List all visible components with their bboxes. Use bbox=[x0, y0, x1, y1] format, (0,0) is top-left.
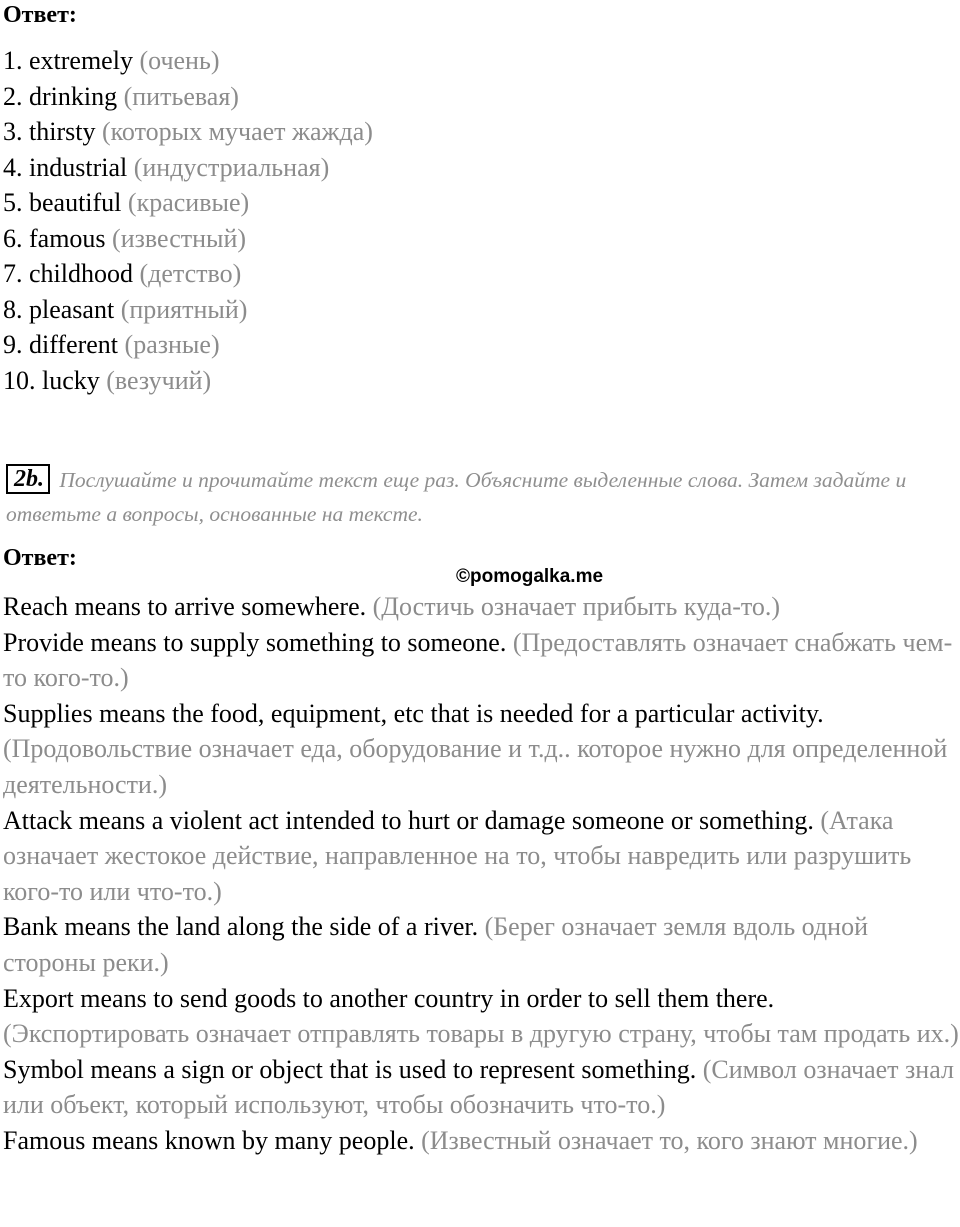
definition-item bbox=[3, 909, 960, 980]
list-item bbox=[3, 363, 373, 399]
task-number-badge: 2b. bbox=[6, 464, 50, 494]
answer-word: 5. beautiful bbox=[3, 188, 122, 217]
list-item bbox=[3, 150, 373, 186]
answer-word: 9. different bbox=[3, 330, 119, 359]
answer-word: 3. thirsty bbox=[3, 117, 96, 146]
definition-item bbox=[3, 1052, 960, 1123]
task-instruction bbox=[6, 463, 946, 531]
answer-translation: (красивые) bbox=[127, 188, 250, 217]
answer-translation: (очень) bbox=[139, 46, 220, 75]
answer-word: 6. famous bbox=[3, 223, 106, 253]
answer-translation: (питьевая) bbox=[123, 81, 239, 111]
watermark: ©pomogalka.me bbox=[456, 566, 604, 587]
list-item bbox=[3, 221, 373, 257]
definition-item bbox=[3, 1123, 960, 1159]
definition-item bbox=[3, 981, 960, 1052]
definition-en: Attack means a violent act intended to hurt or damage someone or something. bbox=[3, 805, 814, 835]
list-item bbox=[3, 79, 373, 115]
list-item bbox=[3, 185, 373, 221]
list-item bbox=[3, 292, 373, 328]
answer-word: 8. pleasant bbox=[3, 294, 115, 324]
answer-translation: (приятный) bbox=[120, 294, 248, 324]
answer-word: 1. extremely bbox=[3, 46, 133, 75]
definition-en: Export means to send goods to another country in order to sell them there. bbox=[3, 983, 775, 1013]
definition-item bbox=[3, 696, 960, 803]
answer-word: 4. industrial bbox=[3, 152, 128, 182]
task-text: Послушайте и прочитайте текст еще раз. Объясните выделенные слова. Затем задайте и ответьте а вопросы, основанные на тексте. bbox=[6, 468, 907, 526]
definition-en: Supplies means the food, equipment, etc that is needed for a particular activity. bbox=[3, 698, 824, 728]
list-item bbox=[3, 114, 373, 150]
definition-en: Reach means to arrive somewhere. bbox=[3, 592, 367, 621]
list-item bbox=[3, 43, 373, 79]
list-item bbox=[3, 327, 373, 363]
answer-heading-2: Ответ: bbox=[3, 545, 77, 571]
answer-word: 7. childhood bbox=[3, 259, 133, 288]
definition-ru: (Экспортировать означает отправлять товары в другую страну, чтобы там продать их.) bbox=[3, 1019, 959, 1049]
definition-en: Famous means known by many people. bbox=[3, 1125, 415, 1155]
definition-item bbox=[3, 589, 960, 625]
answer-word: 10. lucky bbox=[3, 365, 100, 395]
list-item bbox=[3, 256, 373, 292]
definition-ru: (Атака означает жестокое действие, направленное на то, чтобы навредить или разрушить кого-то или что-то.) bbox=[3, 805, 912, 906]
answer-translation: (которых мучает жажда) bbox=[101, 117, 373, 146]
answer-translation: (везучий) bbox=[106, 365, 212, 395]
definition-ru: (Предоставлять означает снабжать чем-то кого-то.) bbox=[3, 627, 953, 693]
definition-ru: (Достичь означает прибыть куда-то.) bbox=[372, 592, 781, 621]
definition-en: Bank means the land along the side of a river. bbox=[3, 912, 479, 942]
definition-item bbox=[3, 625, 960, 696]
answer-translation: (известный) bbox=[112, 223, 247, 253]
definition-item bbox=[3, 803, 960, 910]
definition-en: Symbol means a sign or object that is used to represent something. bbox=[3, 1054, 697, 1084]
answer-heading-1: Ответ: bbox=[3, 2, 77, 28]
answer-translation: (разные) bbox=[124, 330, 220, 359]
definition-ru: (Берег означает земля вдоль одной стороны реки.) bbox=[3, 912, 868, 977]
definitions-list bbox=[3, 589, 960, 1159]
definition-ru: (Продовольствие означает еда, оборудование и т.д.. которое нужно для определенной деятельности.) bbox=[3, 734, 948, 799]
definition-ru: (Символ означает знал или объект, который используют, чтобы обозначить что-то.) bbox=[3, 1054, 954, 1120]
answer-word: 2. drinking bbox=[3, 81, 118, 111]
answer-translation: (детство) bbox=[139, 259, 242, 288]
definition-en: Provide means to supply something to someone. bbox=[3, 627, 507, 657]
answer-translation: (индустриальная) bbox=[133, 152, 330, 182]
answer-list bbox=[3, 43, 373, 398]
definition-ru: (Известный означает то, кого знают многие.) bbox=[421, 1125, 918, 1155]
